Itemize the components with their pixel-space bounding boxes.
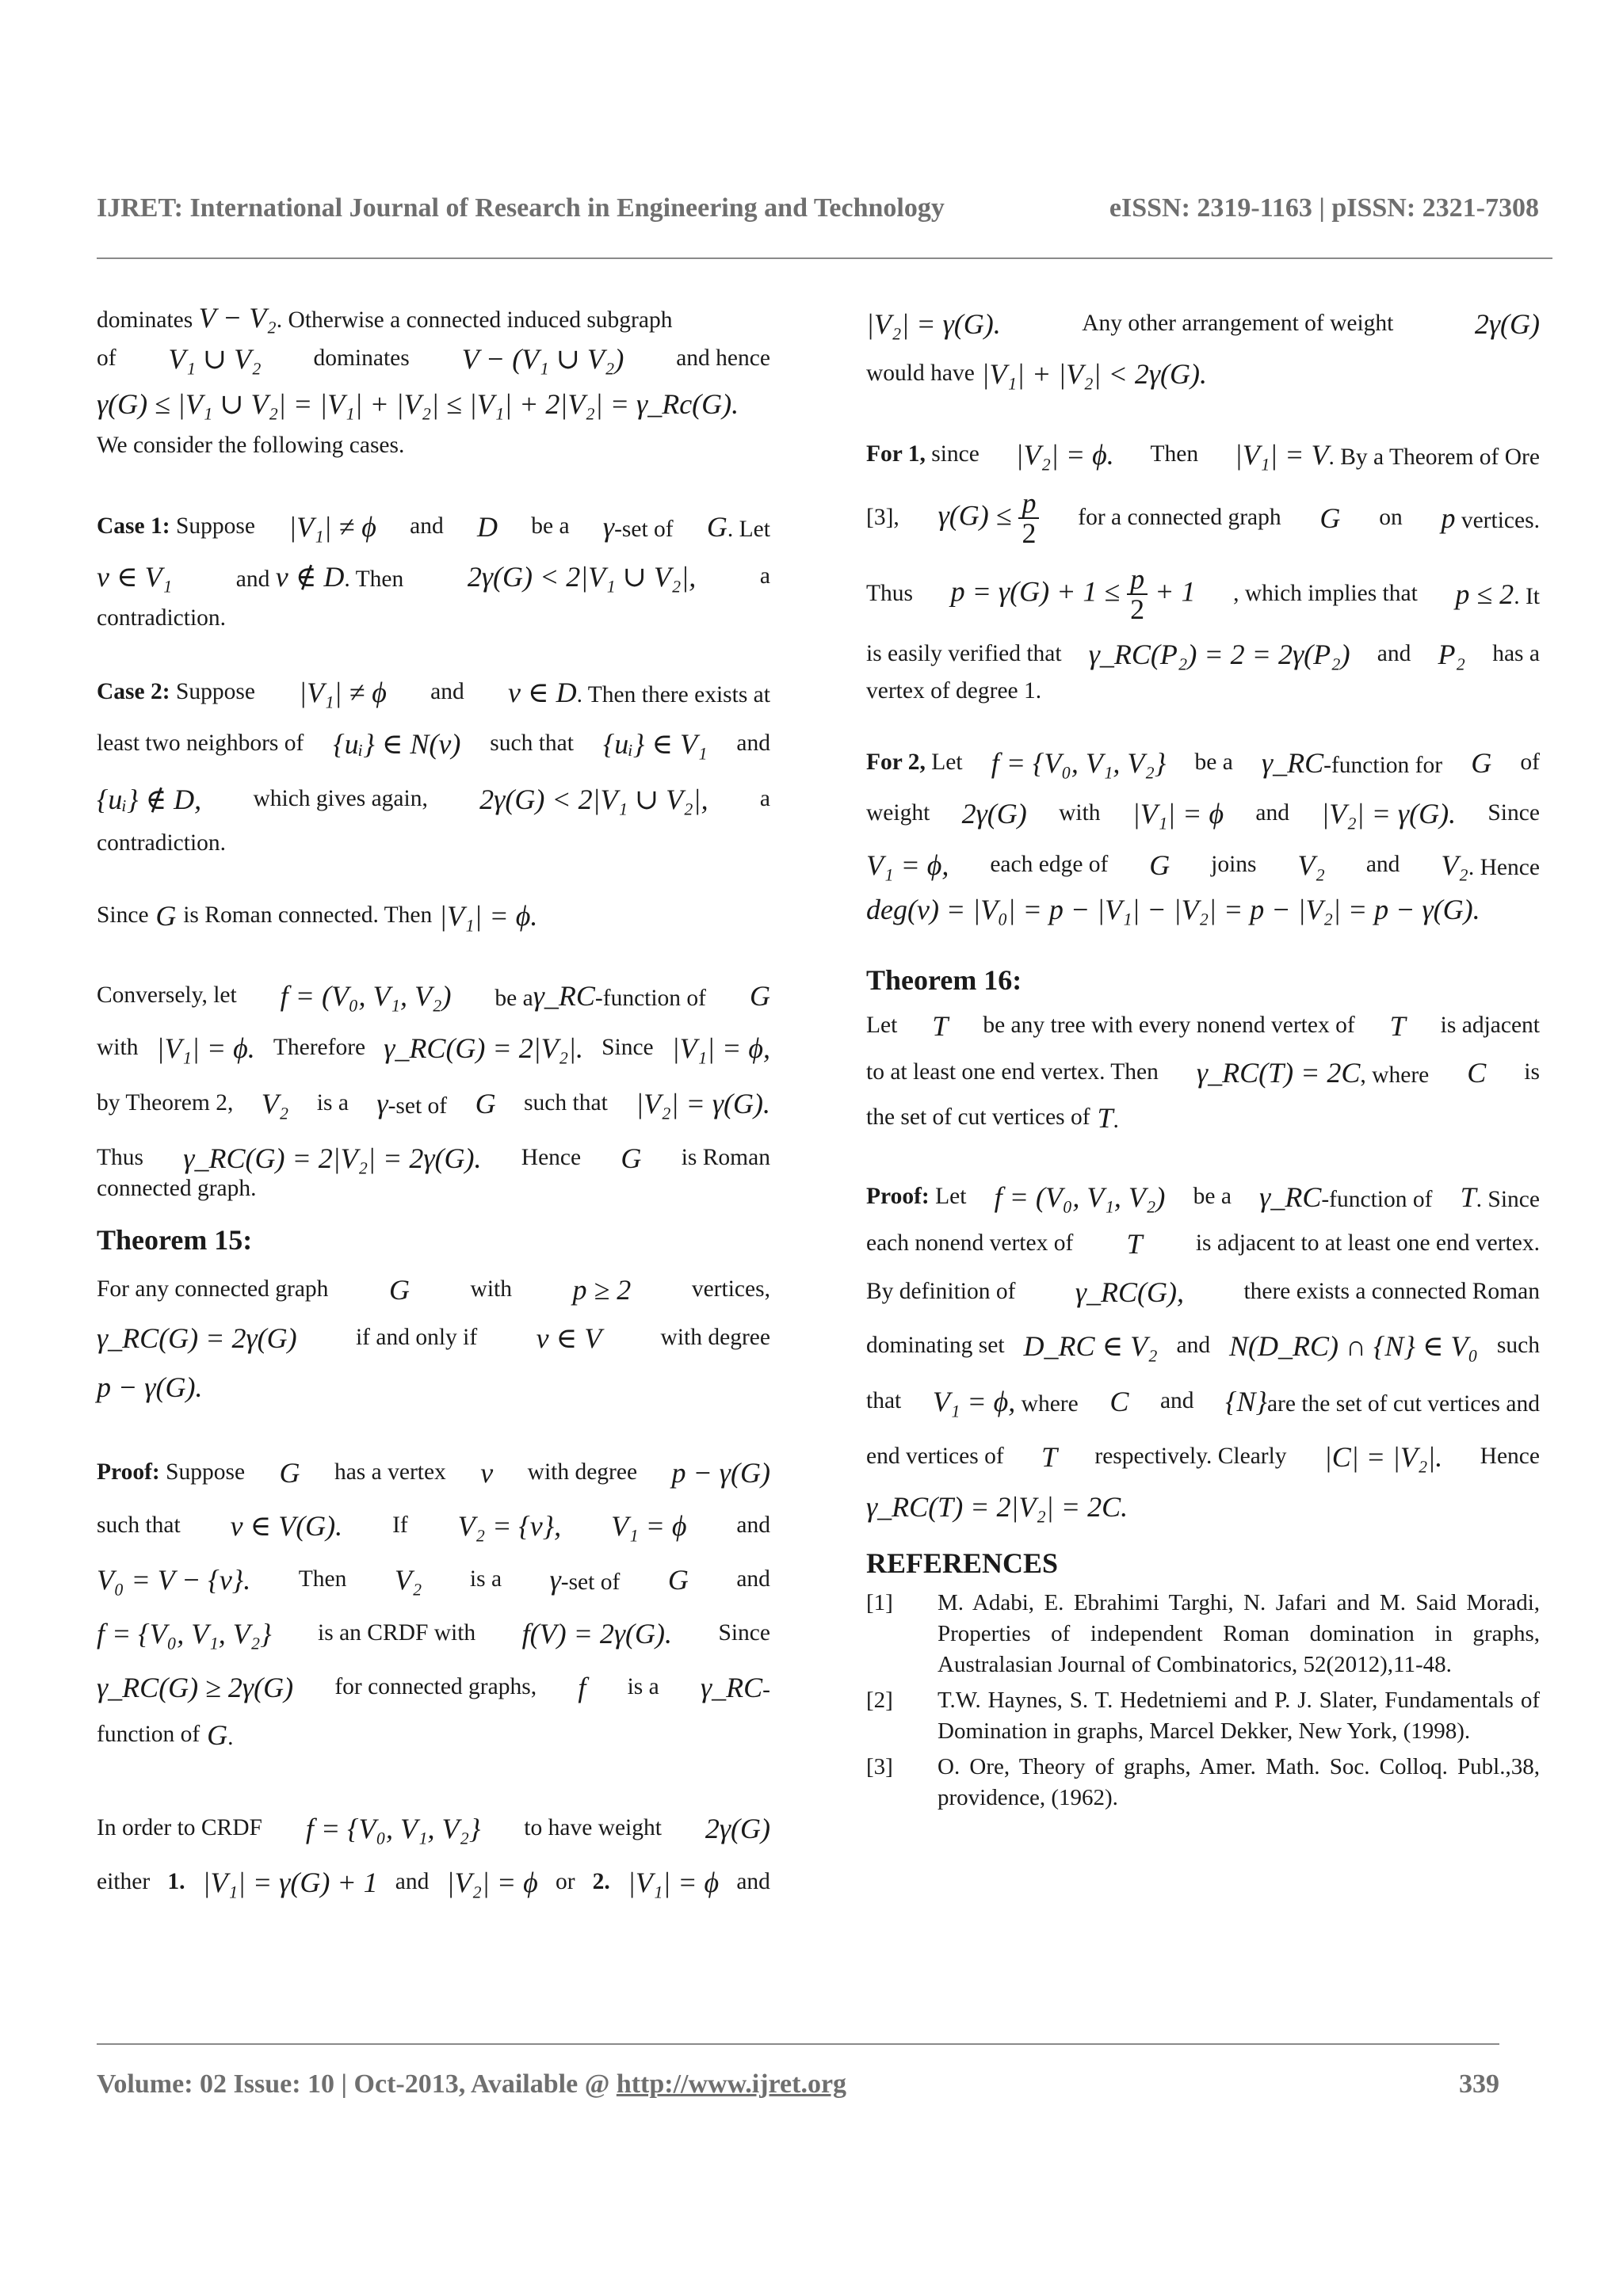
text: is adjacent to at least one end vertex. xyxy=(1195,1230,1540,1257)
formula: T xyxy=(1389,1010,1406,1042)
fraction xyxy=(1127,565,1148,624)
text: has a vertex xyxy=(334,1459,446,1486)
formula: {uᵢ} ∉ D, xyxy=(97,784,202,815)
formula: |V₂| = γ(G). xyxy=(866,308,1001,340)
right-column xyxy=(866,299,1540,1818)
formula: γ_RC(G) ≥ 2γ(G) xyxy=(97,1672,294,1703)
formula: p − γ(G). xyxy=(97,1371,203,1403)
text: and xyxy=(1159,1388,1194,1414)
formula: V₂ xyxy=(1297,849,1325,881)
text: dominates xyxy=(313,345,410,372)
formula: T xyxy=(1041,1441,1058,1473)
formula: G xyxy=(706,510,727,543)
formula: γ_RC(G) = 2|V₂|. xyxy=(384,1032,584,1064)
option-label: 1. xyxy=(167,1869,185,1895)
formula: v ∈ V(G). xyxy=(230,1510,343,1542)
text: respectively. Clearly xyxy=(1094,1444,1287,1470)
formula xyxy=(938,489,1040,547)
formula: N(D_RC) ∩ {N} ∈ V₀ xyxy=(1229,1330,1478,1362)
text: , where xyxy=(1360,1062,1430,1088)
formula: |V₁| = ϕ. xyxy=(439,900,538,932)
formula: V₂ xyxy=(1441,849,1468,881)
formula: P₂ xyxy=(1438,639,1466,670)
text: be a xyxy=(1194,749,1233,776)
formula-part: p = γ(G) + 1 ≤ xyxy=(950,575,1121,608)
formula: γ_RC xyxy=(1261,746,1324,779)
formula: C xyxy=(1109,1386,1129,1417)
numerator: p xyxy=(1018,489,1039,519)
formula: v ∈ V₁ xyxy=(97,561,173,593)
proof-label: Proof: xyxy=(97,1459,160,1486)
case-label: For 1, xyxy=(866,441,926,467)
text: and xyxy=(1255,800,1289,826)
formula: G xyxy=(667,1564,689,1596)
formula: p xyxy=(1441,502,1456,534)
text: or xyxy=(555,1869,575,1895)
text: a xyxy=(759,563,770,589)
formula: f(V) = 2γ(G). xyxy=(521,1618,673,1650)
formula: v ∈ V xyxy=(536,1322,602,1354)
text: Since xyxy=(601,1035,654,1061)
text: By definition of xyxy=(866,1279,1016,1305)
formula-part: + 1 xyxy=(1155,575,1196,608)
formula: 2γ(G) xyxy=(1474,308,1540,340)
reference-number: [3] xyxy=(866,1754,893,1779)
formula: p − γ(G) xyxy=(671,1457,770,1489)
text: . By a Theorem of Ore xyxy=(1328,444,1540,470)
text: for connected graphs, xyxy=(334,1674,537,1700)
text: . Otherwise a connected induced subgraph xyxy=(276,307,673,333)
formula: |V₂| = ϕ. xyxy=(1015,439,1114,471)
journal-title: IJRET: International Journal of Research in Engineering and Technology xyxy=(97,193,945,223)
option-label: 2. xyxy=(592,1869,610,1895)
text: , which implies that xyxy=(1233,581,1418,607)
text: which gives again, xyxy=(253,786,428,812)
text: is an CRDF with xyxy=(318,1620,476,1646)
formula: p ≤ 2 xyxy=(1455,578,1514,610)
text: Since xyxy=(1487,800,1540,826)
converse-paragraph xyxy=(97,971,770,1202)
text: and xyxy=(736,1869,770,1895)
formula: V₂ xyxy=(261,1088,289,1119)
formula: |V₁| + |V₂| < 2γ(G). xyxy=(981,358,1207,390)
reference-list xyxy=(866,1588,1540,1814)
formula xyxy=(951,565,1196,624)
formula: γ_RC(G) = 2|V₂| = 2γ(G). xyxy=(183,1142,482,1174)
text: and xyxy=(1365,852,1400,878)
formula: γ_RC xyxy=(700,1671,763,1703)
page-number: 339 xyxy=(1459,2069,1499,2099)
formula: V₁ = ϕ, xyxy=(932,1385,1016,1417)
formula: f = {V₀, V₁, V₂} xyxy=(305,1813,481,1844)
text: is a xyxy=(627,1674,659,1700)
text: . Then there exists at xyxy=(576,681,770,707)
formula: G xyxy=(388,1274,410,1306)
text: and xyxy=(410,513,444,540)
formula: G xyxy=(1319,502,1341,534)
case-label: Case 1: xyxy=(97,513,170,540)
journal-link[interactable]: http://www.ijret.org xyxy=(616,2069,847,2099)
numerator: p xyxy=(1127,565,1148,595)
text: to have weight xyxy=(524,1815,662,1841)
text: Let xyxy=(866,1013,898,1039)
text: . Since xyxy=(1476,1186,1540,1212)
text: are the set of cut vertices and xyxy=(1266,1390,1540,1417)
references xyxy=(866,1539,1540,1814)
formula: D_RC ∈ V₂ xyxy=(1023,1330,1158,1362)
theorem-16-title: Theorem 16: xyxy=(866,964,1022,996)
arrangement-paragraph xyxy=(866,299,1540,401)
text: . Then xyxy=(344,566,404,592)
fraction xyxy=(1018,489,1039,547)
formula: deg(v) = |V₀| = p − |V₁| − |V₂| = p − |V₂| = p − γ(G). xyxy=(866,894,1480,925)
text: . Hence xyxy=(1468,854,1540,880)
formula: G xyxy=(207,1718,228,1751)
denominator: 2 xyxy=(1022,517,1037,549)
text: has a xyxy=(1492,641,1540,667)
case-2 xyxy=(97,669,770,860)
formula: V − V₂ xyxy=(198,301,277,334)
text: such that xyxy=(524,1090,608,1116)
formula: |C| = |V₂|. xyxy=(1323,1441,1443,1473)
reference-text: O. Ore, Theory of graphs, Amer. Math. Soc. Colloq. Publ.,38, providence, (1962). xyxy=(938,1754,1540,1810)
text: and xyxy=(1176,1333,1211,1359)
text: -function of xyxy=(594,985,707,1011)
text: joins xyxy=(1211,852,1257,878)
formula: T xyxy=(1097,1101,1113,1134)
formula: G xyxy=(749,980,770,1012)
formula: G xyxy=(475,1088,496,1119)
text: function of xyxy=(97,1722,200,1748)
text: is a xyxy=(469,1566,502,1592)
text: vertex of degree 1. xyxy=(866,678,1042,704)
text: For any connected graph xyxy=(97,1276,329,1302)
text: Since xyxy=(718,1620,770,1646)
formula: T xyxy=(1126,1228,1143,1260)
formula: f xyxy=(578,1672,586,1703)
text: In order to CRDF xyxy=(97,1815,262,1841)
text: is adjacent xyxy=(1440,1013,1540,1039)
text: Suppose xyxy=(175,513,255,540)
reference-number: [2] xyxy=(866,1688,893,1713)
for-1 xyxy=(866,429,1540,707)
text: Suppose xyxy=(175,679,255,705)
formula: |V₁| ≠ ϕ xyxy=(299,677,387,708)
formula: f = {V₀, V₁, V₂} xyxy=(97,1618,272,1650)
text: Any other arrangement of weight xyxy=(1082,311,1394,337)
text: and hence xyxy=(676,345,770,372)
text: Then xyxy=(1150,441,1199,467)
formula: {N} xyxy=(1225,1385,1267,1417)
text: dominates xyxy=(97,307,193,333)
formula: γ_RC xyxy=(533,979,595,1012)
text: is xyxy=(1524,1059,1540,1085)
formula: |V₁| = ϕ xyxy=(1132,798,1224,830)
formula: G xyxy=(279,1457,300,1489)
formula: 2γ(G) < 2|V₁ ∪ V₂|, xyxy=(467,561,697,593)
proof-16 xyxy=(866,1173,1540,1523)
formula: γ_RC(T) = 2|V₂| = 2C. xyxy=(866,1491,1128,1523)
text: dominating set xyxy=(866,1333,1005,1359)
formula: f = (V₀, V₁, V₂) xyxy=(280,980,452,1012)
formula: γ_RC(G) = 2γ(G) xyxy=(97,1322,297,1354)
text: of xyxy=(1520,749,1540,776)
formula: γ_RC(G), xyxy=(1075,1276,1185,1308)
formula: V₂ = {v}, xyxy=(457,1510,562,1542)
text: connected graph. xyxy=(97,1176,257,1202)
formula: V₁ = ϕ, xyxy=(866,849,949,881)
formula: V₁ ∪ V₂ xyxy=(168,343,262,375)
text: -set of xyxy=(388,1093,448,1119)
text: Hence xyxy=(521,1145,582,1171)
text: be any tree with every nonend vertex of xyxy=(983,1013,1355,1039)
formula-part: γ(G) ≤ xyxy=(938,499,1012,532)
text: . Let xyxy=(727,516,770,542)
text: and xyxy=(736,730,770,757)
text: is a xyxy=(316,1090,349,1116)
formula: {uᵢ} ∈ N(v) xyxy=(333,728,461,760)
text: Let xyxy=(935,1184,967,1210)
text: by Theorem 2, xyxy=(97,1090,234,1116)
text: least two neighbors of xyxy=(97,730,304,757)
for-2 xyxy=(866,738,1540,929)
text: and xyxy=(736,1566,770,1592)
reference-text: T.W. Haynes, S. T. Hedetniemi and P. J. Slater, Fundamentals of Domination in graphs, Marcel Dekker, New York, (1998). xyxy=(938,1688,1540,1744)
text: and xyxy=(235,566,270,592)
issn-info: eISSN: 2319-1163 | pISSN: 2321-7308 xyxy=(1109,193,1539,223)
text: where xyxy=(1021,1390,1079,1417)
formula: C xyxy=(1467,1057,1487,1089)
text: -set of xyxy=(614,516,674,542)
text: Therefore xyxy=(273,1035,366,1061)
formula: γ_RC(T) = 2C xyxy=(1196,1056,1361,1089)
text: Thus xyxy=(97,1145,143,1171)
references-title: REFERENCES xyxy=(866,1547,1059,1579)
text: . xyxy=(227,1724,234,1750)
text: a xyxy=(759,786,770,812)
formula: G xyxy=(1149,849,1170,881)
text: each edge of xyxy=(990,852,1109,878)
text: such xyxy=(1496,1333,1540,1359)
text: on xyxy=(1379,505,1403,531)
proof-15 xyxy=(97,1447,770,1770)
formula: |V₂| = ϕ xyxy=(446,1867,538,1898)
text: - xyxy=(762,1676,770,1703)
text: with xyxy=(1059,800,1101,826)
text: contradiction. xyxy=(97,605,227,631)
text: Let xyxy=(931,749,963,776)
text: and xyxy=(1377,641,1411,667)
formula: 2γ(G) < 2|V₁ ∪ V₂|, xyxy=(479,784,708,815)
formula: T xyxy=(1460,1180,1476,1213)
text: to at least one end vertex. Then xyxy=(866,1059,1159,1085)
formula: γ_RC(P₂) = 2 = 2γ(P₂) xyxy=(1088,639,1350,670)
formula: 2γ(G) xyxy=(705,1813,770,1844)
formula: |V₁| = V xyxy=(1234,438,1329,471)
text: is easily verified that xyxy=(866,641,1062,667)
text: vertices, xyxy=(691,1276,770,1302)
formula: {uᵢ} ∈ V₁ xyxy=(602,728,708,760)
text: for a connected graph xyxy=(1078,505,1281,531)
formula: T xyxy=(932,1010,949,1042)
text: with xyxy=(470,1276,512,1302)
formula: v xyxy=(480,1457,494,1489)
text: with xyxy=(97,1035,139,1061)
formula: |V₁| = ϕ, xyxy=(671,1032,770,1064)
left-column xyxy=(97,299,770,1913)
text: of xyxy=(97,345,116,372)
formula: γ xyxy=(549,1563,561,1596)
text: . xyxy=(1113,1107,1119,1133)
formula: p ≥ 2 xyxy=(572,1274,632,1306)
text: contradiction. xyxy=(97,830,227,856)
text: and xyxy=(395,1869,430,1895)
text: be a xyxy=(531,513,570,540)
formula: v ∉ D xyxy=(275,560,345,593)
text: the set of cut vertices of xyxy=(866,1104,1090,1131)
reference-item xyxy=(866,1588,1540,1680)
formula: D xyxy=(477,511,498,543)
formula: V₂ xyxy=(394,1564,422,1596)
order-paragraph xyxy=(97,1802,770,1913)
page-footer xyxy=(97,2069,1499,2100)
text: be a xyxy=(495,985,533,1011)
formula: γ(G) ≤ |V₁ ∪ V₂| = |V₁| + |V₂| ≤ |V₁| + 2|V₂| = γ_Rc(G). xyxy=(97,388,739,420)
text: -function of xyxy=(1321,1186,1433,1212)
formula: |V₂| = γ(G). xyxy=(636,1088,770,1119)
case-label: Case 2: xyxy=(97,679,170,705)
reference-text: M. Adabi, E. Ebrahimi Targhi, N. Jafari and M. Said Moradi, Properties of independent Roman domination in graphs, Australasian Journal of Combinatorics, 52(2012),11-48. xyxy=(938,1590,1540,1677)
text: such that xyxy=(490,730,574,757)
reference-number: [1] xyxy=(866,1590,893,1615)
intro-paragraph xyxy=(97,299,770,472)
text: if and only if xyxy=(355,1325,478,1351)
footer-rule xyxy=(97,2043,1499,2045)
text: since xyxy=(931,441,980,467)
formula: |V₁| = ϕ xyxy=(627,1867,720,1898)
text: would have xyxy=(866,360,975,387)
text: with degree xyxy=(527,1459,638,1486)
text: is Roman xyxy=(681,1145,770,1171)
footer-text: Volume: 02 Issue: 10 | Oct-2013, Available @ xyxy=(97,2069,617,2099)
text: each nonend vertex of xyxy=(866,1230,1074,1257)
text: and xyxy=(430,679,464,705)
text: with degree xyxy=(660,1325,770,1351)
text: Then xyxy=(298,1566,347,1592)
formula: V₁ = ϕ xyxy=(611,1510,687,1542)
header-rule xyxy=(97,257,1552,259)
text: weight xyxy=(866,800,930,826)
text: vertices. xyxy=(1461,507,1540,533)
denominator: 2 xyxy=(1130,593,1145,625)
text: . It xyxy=(1514,583,1540,609)
formula: v ∈ D xyxy=(507,676,577,708)
formula: |V₂| = γ(G). xyxy=(1321,798,1457,830)
formula: G xyxy=(1471,747,1492,779)
formula: V₀ = V − {v}. xyxy=(97,1564,251,1596)
since-line xyxy=(97,892,770,940)
text: Since xyxy=(97,902,149,929)
formula: γ_RC xyxy=(1259,1180,1322,1213)
text: [3], xyxy=(866,505,899,531)
formula: 2γ(G) xyxy=(961,798,1027,830)
reference-item xyxy=(866,1685,1540,1747)
reference-item xyxy=(866,1752,1540,1814)
case-1 xyxy=(97,502,770,639)
text: end vertices of xyxy=(866,1444,1004,1470)
formula: |V₁| ≠ ϕ xyxy=(288,511,376,543)
formula: f = (V₀, V₁, V₂) xyxy=(994,1181,1166,1213)
formula: γ xyxy=(376,1087,388,1119)
text: either xyxy=(97,1869,151,1895)
text: and xyxy=(736,1512,770,1539)
text: We consider the following cases. xyxy=(97,433,405,459)
theorem-16 xyxy=(866,957,1540,1139)
text: Hence xyxy=(1480,1444,1540,1470)
text: Suppose xyxy=(166,1459,246,1486)
theorem-15-title: Theorem 15: xyxy=(97,1224,253,1256)
formula: |V₁| = γ(G) + 1 xyxy=(202,1867,378,1898)
text: Conversely, let xyxy=(97,982,237,1009)
text: Thus xyxy=(866,581,913,607)
formula: |V₁| = ϕ. xyxy=(156,1032,255,1064)
formula: V − (V₁ ∪ V₂) xyxy=(461,343,624,375)
journal-header xyxy=(97,193,1539,223)
text: that xyxy=(866,1388,902,1414)
proof-label: Proof: xyxy=(866,1184,930,1210)
text: such that xyxy=(97,1512,181,1539)
formula: G xyxy=(621,1142,642,1174)
formula: G xyxy=(155,900,177,932)
formula: f = {V₀, V₁, V₂} xyxy=(991,747,1167,779)
text: is Roman connected. Then xyxy=(183,902,433,929)
theorem-15 xyxy=(97,1214,770,1412)
text: -function for xyxy=(1323,752,1443,778)
text: -set of xyxy=(560,1569,621,1595)
text: be a xyxy=(1193,1184,1232,1210)
text: there exists a connected Roman xyxy=(1243,1279,1540,1305)
text: If xyxy=(392,1512,408,1539)
formula: γ xyxy=(602,510,615,543)
case-label: For 2, xyxy=(866,749,926,776)
